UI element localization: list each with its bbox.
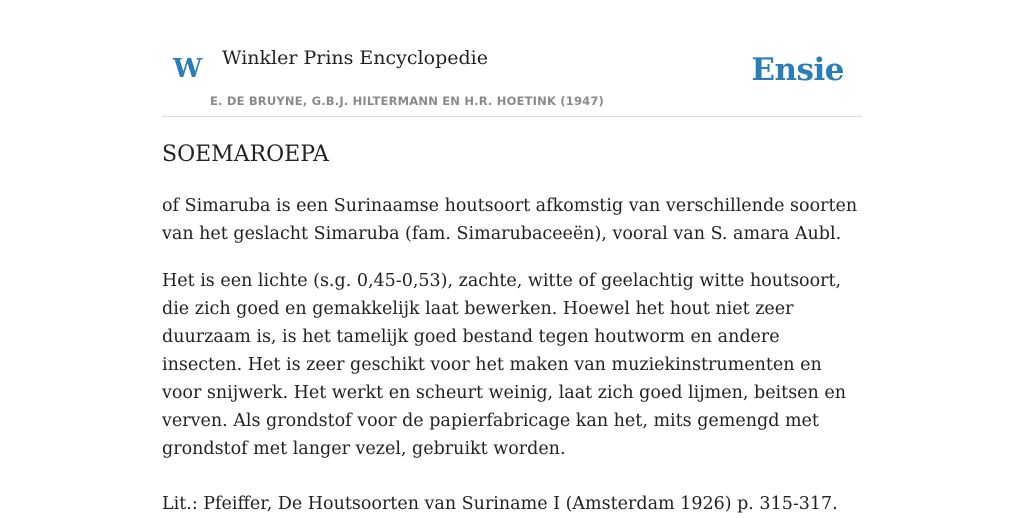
- source-title[interactable]: Winkler Prins Encyclopedie: [222, 47, 488, 69]
- source-header: [162, 0, 862, 117]
- ensie-brand-logo[interactable]: Ensie: [751, 52, 844, 88]
- entry-paragraph-2: Het is een lichte (s.g. 0,45-0,53), zachte, witte of geelachtig witte houtsoort, die zich goed en gemakkelijk laat bewerken. Hoewel het hout niet zeer duurzaam is, is het tamelijk goed bestand tegen houtworm en andere insecten. Het is zeer geschikt voor het maken van muziekinstrumenten en voor snijwerk. Het werkt en scheurt weinig, laat zich goed lijmen, beitsen en verven. Als grondstof voor de papierfabricage kan het, mits gemengd met grondstof met langer vezel, gebruikt worden.: [162, 271, 846, 459]
- entry-title: SOEMAROEPA: [162, 142, 329, 167]
- page: [162, 0, 862, 514]
- entry-literature-reference: Lit.: Pfeiffer, De Houtsoorten van Suriname I (Amsterdam 1926) p. 315-317.: [162, 494, 838, 514]
- source-authors: E. DE BRUYNE, G.B.J. HILTERMANN EN H.R. HOETINK (1947): [210, 94, 605, 108]
- winkler-prins-logo-icon[interactable]: W: [173, 54, 203, 84]
- entry-paragraph-1: of Simaruba is een Surinaamse houtsoort afkomstig van verschillende soorten van het geslacht Simaruba (fam. Simarubaceeën), vooral van S. amara Aubl.: [162, 196, 858, 244]
